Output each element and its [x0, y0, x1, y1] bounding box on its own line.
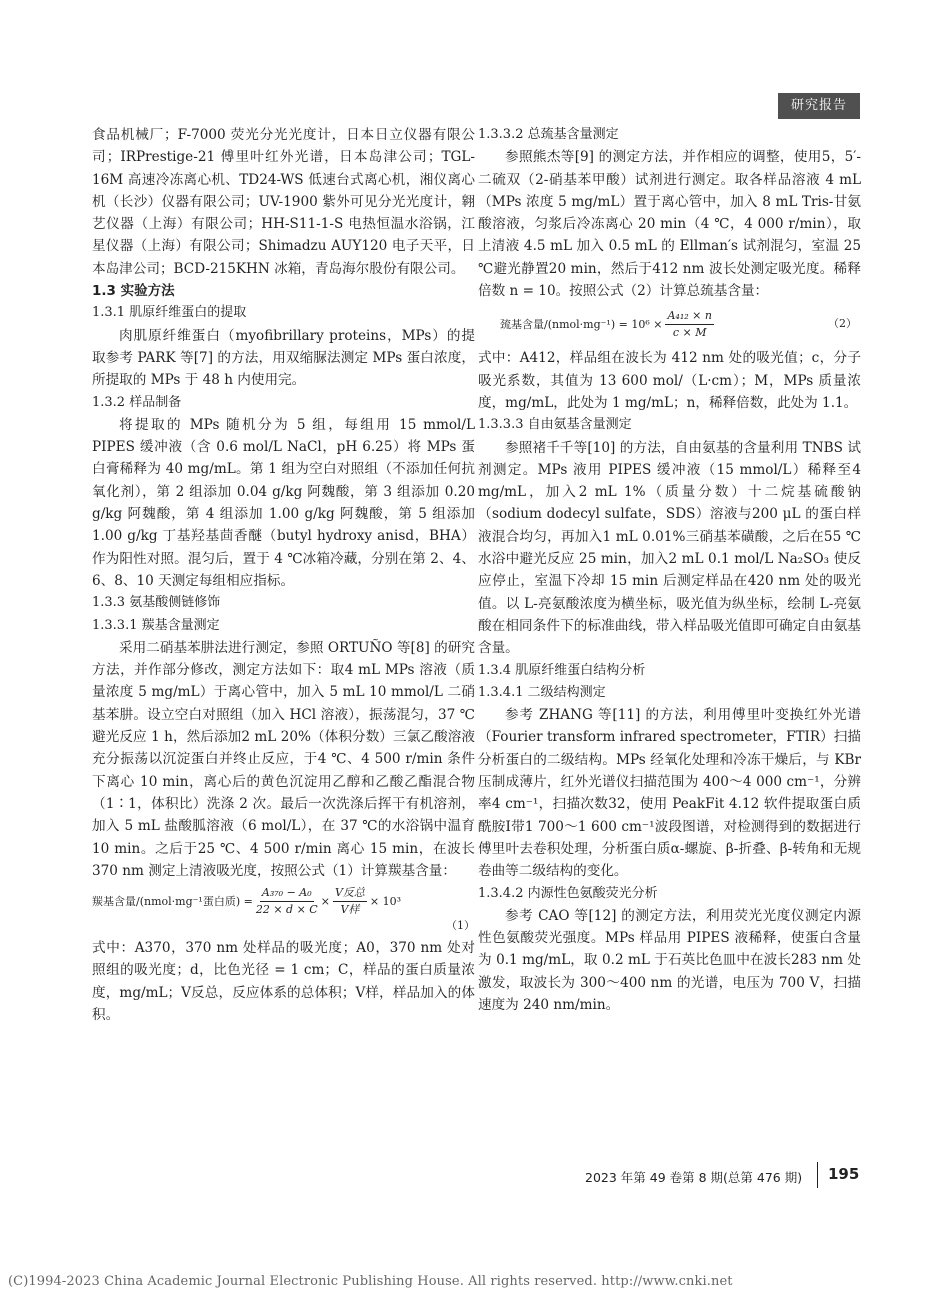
heading-1-3-4: 1.3.4 肌原纤维蛋白结构分析 [478, 662, 646, 678]
copyright-line: (C)1994-2023 China Academic Journal Electronic Publishing House. All rights reserved. http://www.cnki.net [8, 1274, 733, 1289]
section-badge: 研究报告 [778, 93, 860, 119]
formula-2-fraction [665, 308, 713, 341]
formula-2-denominator: c × M [672, 326, 707, 340]
right-column [478, 124, 861, 1016]
formula-2 [478, 308, 861, 341]
formula-1-denominator: 22 × d × C [255, 903, 318, 917]
formula-1-volume-fraction [333, 885, 367, 918]
formula-1-numerator: A₃₇₀ − A₀ [260, 885, 314, 902]
page-number: 195 [828, 1165, 860, 1183]
journal-issue: 2023 年第 49 卷第 8 期(总第 476 期) [585, 1170, 803, 1185]
equipment-paragraph: 食品机械厂；F-7000 荧光分光光度计，日本日立仪器有限公司；IRPrestige-21 傅里叶红外光谱，日本岛津公司；TGL-16M 高速冷冻离心机、TD24-WS 低速台式离心机，湘仪离心机（长沙）仪器有限公司；UV-1900 紫外可见分光光度计，翱艺仪器（上海）有限公司；HH-S11-1-S 电热恒温水浴锅，江星仪器（上海）有限公司；Shimadzu AUY120 电子天平，日本岛津公司；BCD-215KHN 冰箱，青岛海尔股份有限公司。 [92, 127, 475, 277]
formula-1 [92, 885, 475, 934]
paragraph-1-3-1: 肉肌原纤维蛋白（myofibrillary proteins，MPs）的提取参考 PARK 等[7] 的方法，用双缩脲法测定 MPs 蛋白浓度，所提取的 MPs 于 48 h 内使用完。 [92, 327, 475, 389]
formula-2-number: （2） [828, 317, 857, 331]
heading-1-3-1: 1.3.1 肌原纤维蛋白的提取 [92, 305, 247, 321]
heading-1-3-3: 1.3.3 氨基酸侧链修饰 [92, 595, 221, 611]
paragraph-1-3-2: 将提取的 MPs 随机分为 5 组，每组用 15 mmol/L PIPES 缓冲液（含 0.6 mol/L NaCl，pH 6.25）将 MPs 蛋白膏稀释为 40 mg/mL。第 1 组为空白对照组（不添加任何抗氧化剂），第 2 组添加 0.04 g/kg 阿魏酸，第 3 组添加 0.20 g/kg 阿魏酸，第 4 组添加 1.00 g/kg 阿魏酸，第 5 组添加 1.00 g/kg 丁基羟基茴香醚（butyl hydroxy anisd，BHA）作为阳性对照。混匀后，置于 4 ℃冰箱冷藏，分别在第 2、4、6、8、10 天测定每组相应指标。 [92, 416, 475, 589]
paragraph-1-3-4-2: 参考 CAO 等[12] 的测定方法，利用荧光光度仪测定内源性色氨酸荧光强度。MPs 样品用 PIPES 液稀释，使蛋白含量为 0.1 mg/mL，取 0.2 mL 于石英比色皿中在波长283 nm 处激发，取波长为 300～400 nm 的光谱，电压为 700 V，扫描速度为 240 nm/min。 [478, 907, 861, 1013]
formula-2-numerator: A₄₁₂ × n [665, 308, 713, 325]
heading-1-3-4-1: 1.3.4.1 二级结构测定 [478, 684, 606, 700]
formula-2-lhs: 巯基含量/(nmol·mg⁻¹) = 10⁶ × [500, 317, 663, 331]
paragraph-1-3-3-3: 参照褚千千等[10] 的方法，自由氨基的含量利用 TNBS 试剂测定。MPs 液用 PIPES 缓冲液（15 mmol/L）稀释至4 mg/mL，加入2 mL 1%（质量分数）十二烷基硫酸钠（sodium dodecyl sulfate，SDS）溶液与200 μL 的蛋白样液混合均匀，再加入1 mL 0.01%三硝基苯磺酸，之后在55 ℃水浴中避光反应 25 min，加入2 mL 0.1 mol/L Na₂SO₃ 使反应停止，室温下冷却 15 min 后测定样品在420 nm 处的吸光值。以 L-亮氨酸浓度为横坐标，吸光值为纵坐标，绘制 L-亮氨酸在相同条件下的标准曲线，带入样品吸光值即可确定自由氨基含量。 [478, 439, 861, 657]
heading-1-3-3-3: 1.3.3.3 自由氨基含量测定 [478, 417, 632, 433]
left-column [92, 124, 475, 1026]
page-footer [585, 1162, 885, 1190]
heading-1-3-3-2: 1.3.3.2 总巯基含量测定 [478, 127, 619, 142]
heading-1-3: 1.3 实验方法 [92, 283, 175, 300]
formula-1-tail: × 10³ [369, 894, 402, 908]
formula-1-times: × [320, 894, 330, 908]
formula-2-description: 式中：A412，样品组在波长为 412 nm 处的吸光值；c，分子吸光系数，其值为 13 600 mol/（L·cm）；M，MPs 质量浓度，mg/mL，此处为 1 mg/mL；n，稀释倍数，此处为 1.1。 [478, 350, 861, 411]
formula-1-number: （1） [446, 919, 475, 933]
paragraph-1-3-3-1: 采用二硝基苯肼法进行测定，参照 ORTUÑO 等[8] 的研究方法，并作部分修改，测定方法如下：取4 mL MPs 溶液（质量浓度 5 mg/mL）于离心管中，加入 5 mL 10 mmol/L 二硝基苯肼。设立空白对照组（加入 HCl 溶液），振荡混匀，37 ℃避光反应 1 h，然后添加2 mL 20%（体积分数）三氯乙酸溶液充分振荡以沉淀蛋白并终止反应，于4 ℃、4 500 r/min 条件下离心 10 min，离心后的黄色沉淀用乙醇和乙酸乙酯混合物（1∶1，体积比）洗涤 2 次。最后一次洗涤后挥干有机溶剂，加入 5 mL 盐酸胍溶液（6 mol/L），在 37 ℃的水浴锅中温育 10 min。之后于25 ℃、4 500 r/min 离心 15 min，在波长 370 nm 测定上清液吸光度，按照公式（1）计算羰基含量： [92, 639, 475, 879]
formula-1-volume-numerator: V反总 [333, 885, 367, 902]
paragraph-1-3-4-1: 参考 ZHANG 等[11] 的方法，利用傅里叶变换红外光谱（Fourier transform infrared spectrometer，FTIR）扫描分析蛋白的二级结构。MPs 经氧化处理和冷冻干燥后，与 KBr 压制成薄片，红外光谱仪扫描范围为 400～4 000 cm⁻¹，分辨率4 cm⁻¹，扫描次数32，使用 PeakFit 4.12 软件提取蛋白质酰胺Ⅰ带1 700～1 600 cm⁻¹波段图谱，对检测得到的数据进行傅里叶去卷积处理，分析蛋白质α-螺旋、β-折叠、β-转角和无规卷曲等二级结构的变化。 [478, 707, 861, 880]
paragraph-1-3-3-2: 参照熊杰等[9] 的测定方法，并作相应的调整，使用5，5′-二硫双（2-硝基苯甲酸）试剂进行测定。取各样品溶液 4 mL（MPs 浓度 5 mg/mL）置于离心管中，加入 8 mL Tris-甘氨酸溶液，匀浆后冷冻离心 20 min（4 ℃，4 000 r/min），取上清液 4.5 mL 加入 0.5 mL 的 Ellman′s 试剂混匀，室温 25 ℃避光静置20 min，然后于412 nm 波长处测定吸光度。稀释倍数 n = 10。按照公式（2）计算总巯基含量： [478, 149, 861, 300]
heading-1-3-4-2: 1.3.4.2 内源性色氨酸荧光分析 [478, 885, 658, 901]
heading-1-3-3-1: 1.3.3.1 羰基含量测定 [92, 617, 220, 633]
formula-1-description: 式中：A370，370 nm 处样品的吸光度；A0，370 nm 处对照组的吸光度；d，比色光径 = 1 cm；C，样品的蛋白质量浓度，mg/mL；V反总，反应体系的总体积；V样，样品加入的体积。 [92, 940, 475, 1023]
formula-1-lhs: 羰基含量/(nmol·mg⁻¹蛋白质) = [92, 894, 253, 908]
heading-1-3-2: 1.3.2 样品制备 [92, 394, 182, 410]
footer-divider [817, 1162, 818, 1188]
formula-1-fraction [256, 885, 318, 918]
formula-1-volume-denominator: V样 [340, 903, 360, 917]
